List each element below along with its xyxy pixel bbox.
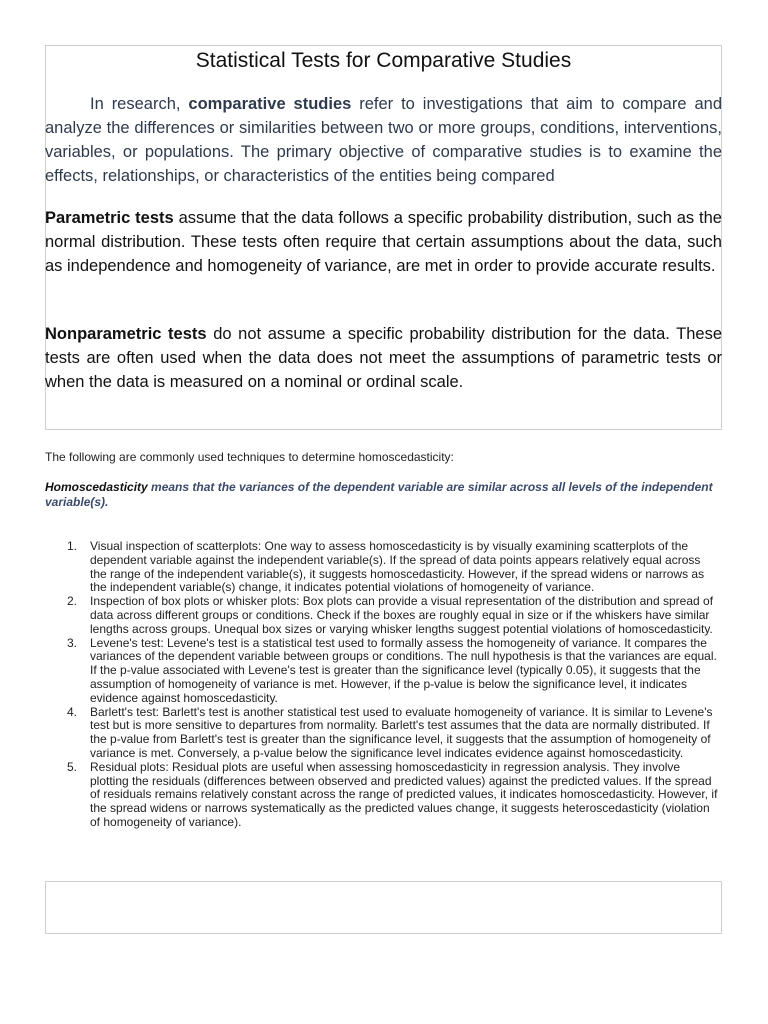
homoscedasticity-definition [45, 480, 722, 510]
list-text: Residual plots: Residual plots are useful when assessing homoscedasticity in regression analysis. They involve plotting the residuals (differences between observed and predicted values) against the predicted values. If the spread of residuals remains relatively constant across the range of predicted values, it indicates homoscedasticity. However, if the spread widens or narrows systematically as the predicted values change, it suggests heteroscedasticity (violation of homogeneity of variance). [90, 759, 718, 829]
list-item [45, 637, 722, 706]
list-number: 2. [67, 594, 78, 609]
list-number: 3. [67, 635, 78, 650]
nonparametric-paragraph [45, 322, 722, 394]
list-item [45, 761, 722, 830]
comparative-studies-term: comparative studies [188, 95, 352, 113]
list-number: 5. [67, 759, 78, 774]
intro-prefix: In research, [90, 95, 189, 113]
list-item [45, 706, 722, 761]
parametric-paragraph [45, 206, 722, 278]
nonparametric-body: do not assume a specific probability distribution for the data. These tests are often used when the data does not meet the assumptions of parametric tests or when the data is measured on a nominal or ordinal scale. [45, 325, 723, 391]
techniques-list [45, 540, 722, 830]
list-item [45, 540, 722, 595]
empty-frame [45, 881, 722, 934]
parametric-body: assume that the data follows a specific probability distribution, such as the normal distribution. These tests often require that certain assumptions about the data, such as independence and homogeneity of variance, are met in order to provide accurate results. [45, 209, 722, 275]
homoscedasticity-term: Homoscedasticity [45, 480, 148, 494]
list-text: Barlett's test: Barlett's test is another statistical test used to evaluate homogeneity of variance. It is similar to Levene's test but is more sensitive to departures from normality. Barlett's test assumes that the data are normally distributed. If the p-value from Barlett's test is greater than the significance level, it suggests that the assumption of homogeneity of variance is met. Conversely, a p-value below the significance level indicates evidence against homoscedasticity. [90, 704, 713, 760]
homoscedasticity-body: means that the variances of the dependent variable are similar across all levels of the independent variable(s). [45, 480, 713, 509]
page-title: Statistical Tests for Comparative Studies [195, 49, 572, 72]
techniques-lead: The following are commonly used techniques to determine homoscedasticity: [45, 450, 454, 464]
list-text: Inspection of box plots or whisker plots: Box plots can provide a visual representation of the distribution and spread of data across different groups or conditions. Check if the boxes are roughly equal in size or if the whiskers have similar lengths across groups. Unequal box sizes or varying whisker lengths suggest potential violations of homoscedasticity. [90, 594, 714, 636]
parametric-term: Parametric tests [45, 209, 174, 227]
nonparametric-term: Nonparametric tests [45, 325, 207, 343]
list-item [45, 595, 722, 636]
intro-body: refer to investigations that aim to compare and analyze the differences or similarities between two or more groups, conditions, interventions, variables, or populations. The primary objective of comparative studies is to examine the effects, relationships, or characteristics of the entities being compared [45, 95, 722, 185]
list-number: 1. [67, 539, 78, 553]
intro-paragraph [45, 92, 722, 188]
list-text: Levene's test: Levene's test is a statistical test used to formally assess the homogeneity of variance. It compares the variances of the dependent variable between groups or conditions. The null hypothesis is that the variances are equal. If the p-value associated with Levene's test is greater than the significance level (typically 0.05), it suggests that the assumption of homogeneity of variance is met. However, if the p-value is below the significance level, it indicates evidence against homoscedasticity. [90, 635, 717, 705]
list-text: Visual inspection of scatterplots: One way to assess homoscedasticity is by visually examining scatterplots of the dependent variable against the independent variable(s). If the spread of data points appears relatively equal across the range of the independent variable(s), it suggests homoscedasticity. However, if the spread widens or narrows as the independent variable(s) change, it indicates potential violations of homogeneity of variance. [90, 539, 705, 595]
list-number: 4. [67, 704, 78, 719]
